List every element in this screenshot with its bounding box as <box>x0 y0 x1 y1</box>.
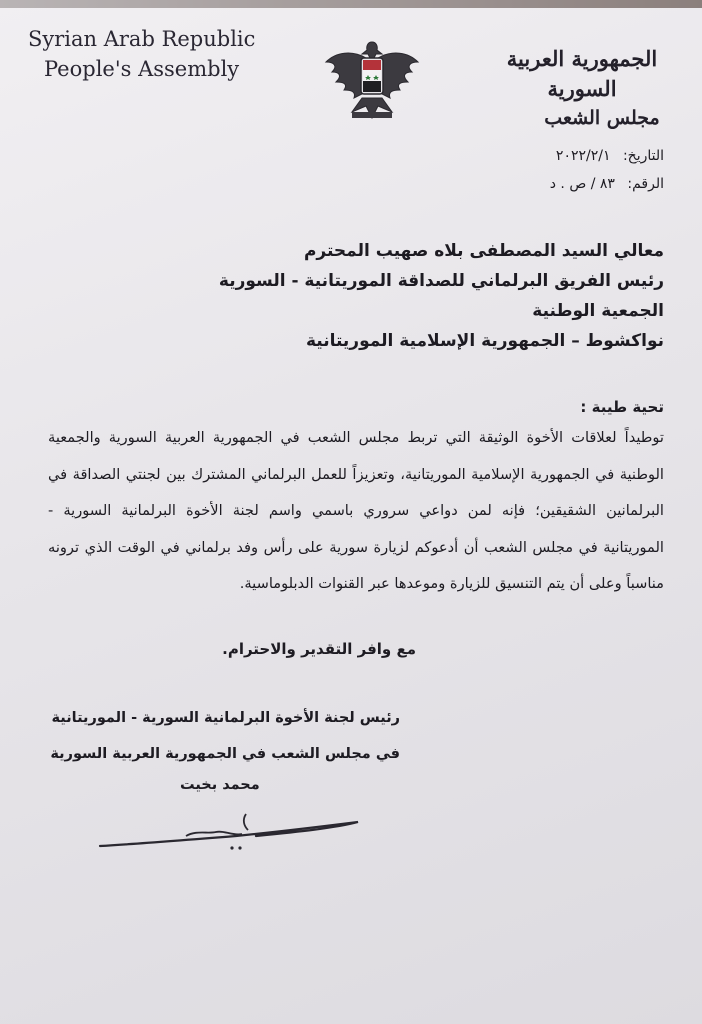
arabic-letterhead <box>482 44 682 132</box>
handwritten-signature-icon <box>96 806 368 858</box>
reference-row <box>550 170 664 198</box>
signatory-name: محمد بخيت <box>180 777 260 793</box>
eagle-emblem-icon <box>322 32 422 124</box>
letterhead-assembly-ar: مجلس الشعب <box>544 107 660 129</box>
recipient-city: نواكشوط – الجمهورية الإسلامية الموريتانية <box>305 331 664 351</box>
letterhead-country-en: Syrian Arab Republic <box>28 27 256 51</box>
letterhead-assembly-en: People's Assembly <box>44 57 240 81</box>
recipient-title: رئيس الفريق البرلماني للصداقة الموريتانية - السورية <box>218 271 664 291</box>
recipient-institution: الجمعية الوطنية <box>532 301 664 321</box>
letter-body: توطيداً لعلاقات الأخوة الوثيقة التي تربط مجلس الشعب في الجمهورية العربية السورية والجمعية الوطنية في الجمهورية الإسلامية الموريتانية، وتعزيزاً للعمل البرلماني المشترك بين لجنتي الصداقة في البرلمانين الشقيقين؛ فإنه لمن دواعي سروري باسمي واسم لجنة الأخوة البرلمانية السورية - الموريتانية في مجلس الشعب أن أدعوكم لزيارة سورية على رأس وفد برلماني في الوقت الذي ترونه مناسباً وعلى أن يتم التنسيق للزيارة وموعدها عبر القنوات الدبلوماسية. <box>48 429 664 592</box>
photo-edge <box>0 0 702 8</box>
english-letterhead <box>28 24 255 84</box>
closing-line: مع وافر التقدير والاحترام. <box>222 640 416 658</box>
greeting: تحية طيبة : <box>580 398 664 416</box>
signatory-title-line1: رئيس لجنة الأخوة البرلمانية السورية - الموريتانية <box>51 710 400 726</box>
reference-label: الرقم: <box>627 176 664 192</box>
letter-meta <box>550 142 664 198</box>
recipient-address <box>44 236 664 356</box>
letterhead-country-ar: الجمهورية العربية السورية <box>506 46 658 101</box>
signatory-title-line2: في مجلس الشعب في الجمهورية العربية السورية <box>50 746 400 762</box>
date-value: ٢٠٢٢/٢/١ <box>555 148 611 164</box>
date-row <box>550 142 664 170</box>
recipient-name: معالي السيد المصطفى بلاه صهيب المحترم <box>303 241 664 261</box>
reference-value: ٨٣ / ص . د <box>549 176 615 192</box>
signatory-title <box>44 700 400 772</box>
date-label: التاريخ: <box>622 148 664 164</box>
